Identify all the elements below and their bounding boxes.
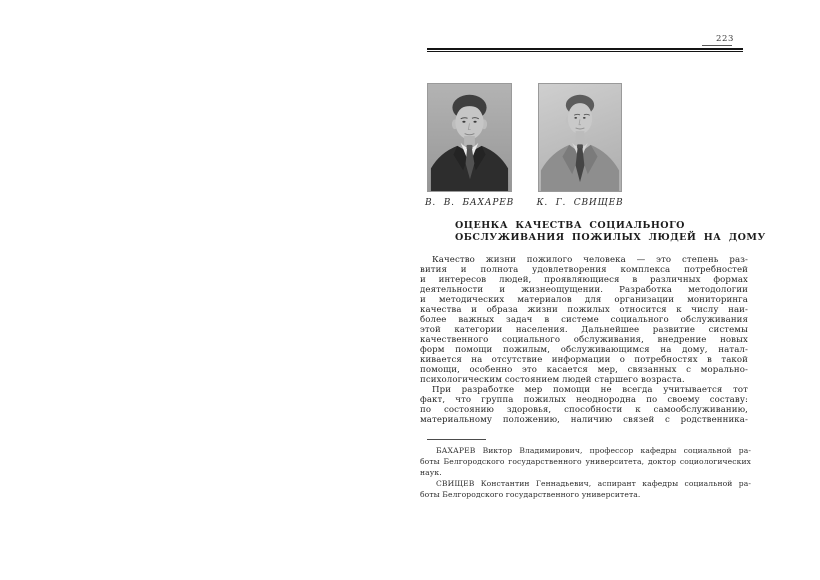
text-line: факт, что группа пожилых неоднородна по своему составу: (420, 395, 748, 405)
text-line: боты Белгородского государственного университета. (420, 490, 641, 499)
text-line: БАХАРЕВ Виктор Владимирович, профессор кафедры социальной ра- (436, 446, 751, 455)
portrait-man-dark-suit-image (428, 84, 511, 191)
header-rule-thick (427, 48, 743, 50)
text-line: помощи, особенно это касается мер, связанных с морально- (420, 365, 748, 375)
header-rule-thin (427, 51, 743, 52)
author-caption-svishchev: К. Г. СВИЩЕВ (536, 198, 624, 208)
text-line: вития и полнота удовлетворения комплекса потребностей (420, 265, 748, 275)
text-line: ОБСЛУЖИВАНИЯ ПОЖИЛЫХ ЛЮДЕЙ НА ДОМУ (455, 232, 766, 243)
author-caption-bakharev: В. В. БАХАРЕВ (425, 198, 514, 208)
text-line: кивается на отсутствие информации о потребностях в такой (420, 355, 748, 365)
text-line: боты Белгородского государственного университета, доктор социологических (420, 457, 751, 466)
text-line: СВИЩЕВ Константин Геннадьевич, аспирант кафедры социальной ра- (436, 479, 751, 488)
text-line: более важных задач в системе социального обслуживания (420, 315, 748, 325)
footnote-paragraph (420, 445, 751, 478)
page-number: 223 (715, 34, 734, 44)
text-line: качественного социального обслуживания, внедрение новых (420, 335, 748, 345)
text-line: материальному положению, наличию связей с родственника- (420, 415, 748, 425)
text-line: и методических материалов для организации мониторинга (420, 295, 748, 305)
body-paragraph (420, 255, 748, 385)
text-line: психологическим состоянием людей старшего возраста. (420, 375, 685, 385)
author-photo-bakharev (427, 83, 512, 192)
article-body (420, 255, 748, 425)
text-line: форм помощи пожилым, обслуживающимся на дому, натал- (420, 345, 748, 355)
header-rule (427, 48, 743, 52)
text-line: этой категории населения. Дальнейшее развитие системы (420, 325, 748, 335)
text-line: качества и образа жизни пожилых относится к числу наи- (420, 305, 748, 315)
text-line: ОЦЕНКА КАЧЕСТВА СОЦИАЛЬНОГО (455, 220, 685, 231)
text-line: При разработке мер помощи не всегда учитывается тот (432, 385, 748, 395)
footnote-paragraph (420, 478, 751, 500)
text-line: Качество жизни пожилого человека — это степень раз- (432, 255, 748, 265)
portrait-man-gray-suit-image (539, 84, 621, 191)
text-line: и интересов людей, проявляющиеся в различных формах (420, 275, 748, 285)
footnote-rule (427, 439, 486, 440)
page-number-underline (702, 45, 732, 46)
text-line: наук. (420, 468, 442, 477)
author-photo-svishchev (538, 83, 622, 192)
text-line: по состоянию здоровья, способности к самообслуживанию, (420, 405, 748, 415)
body-paragraph (420, 385, 748, 425)
article-title (455, 220, 766, 244)
footnotes-block (420, 445, 751, 500)
text-line: деятельности и жизнеощущении. Разработка методологии (420, 285, 748, 295)
